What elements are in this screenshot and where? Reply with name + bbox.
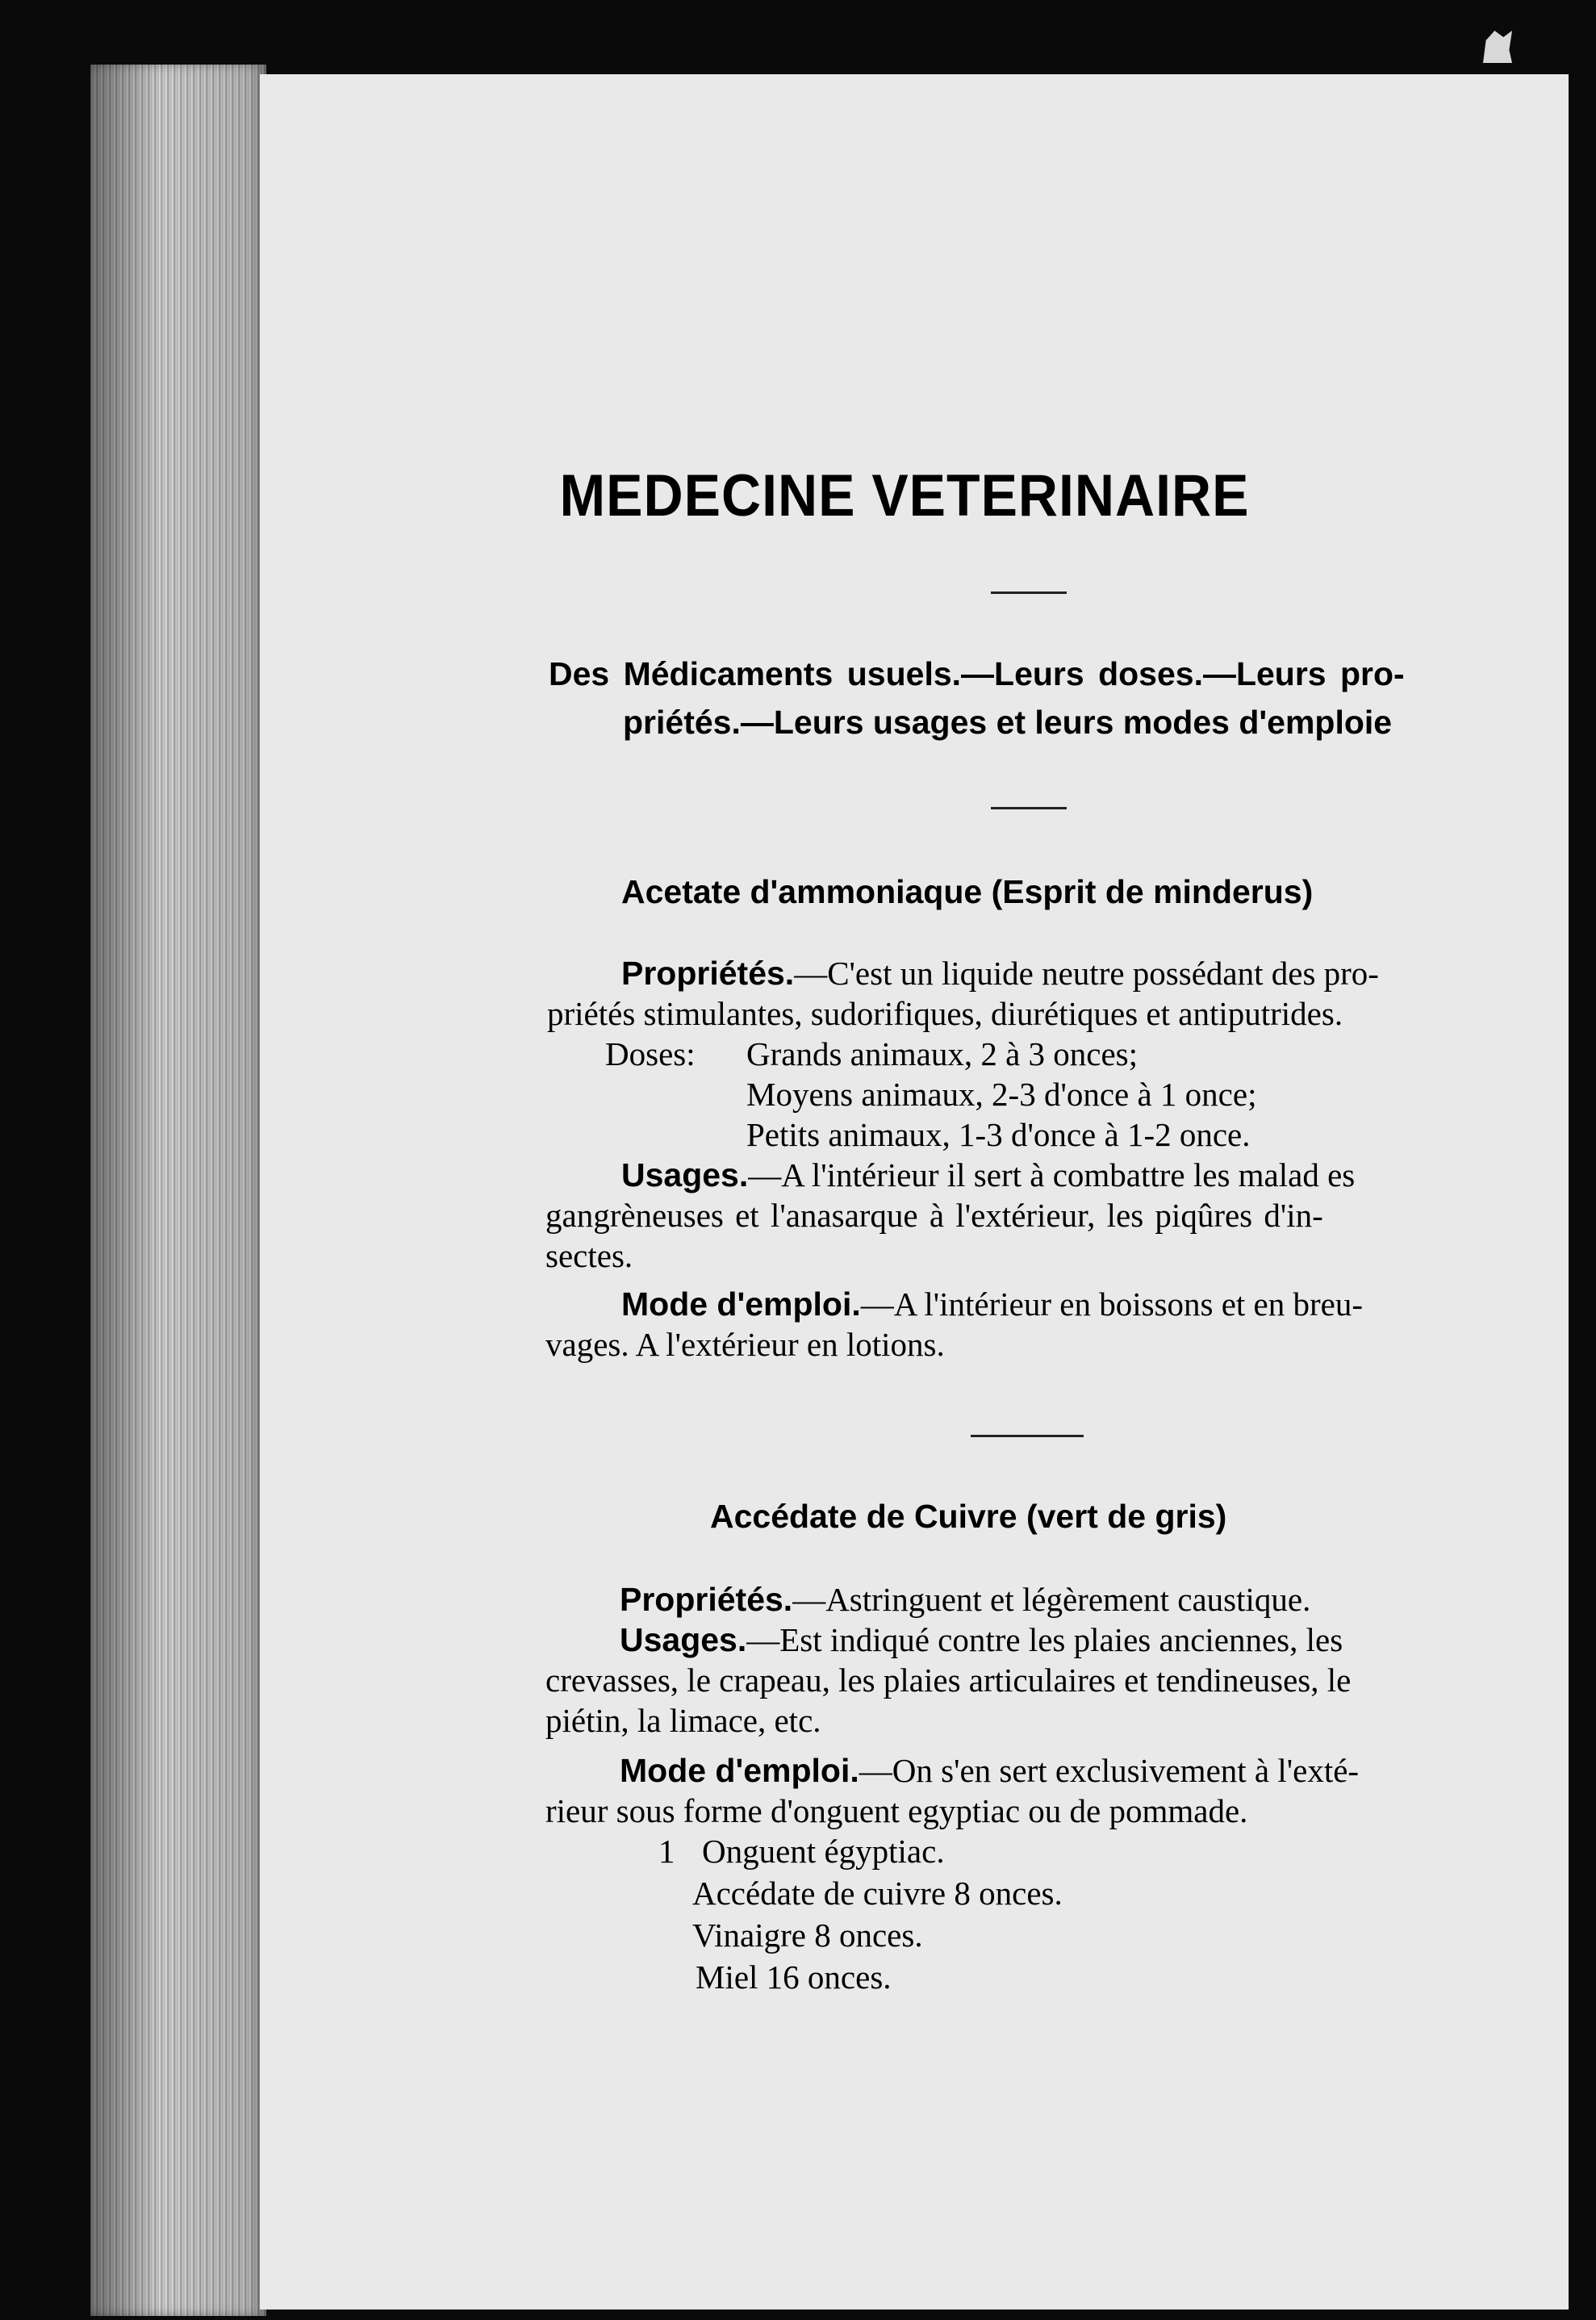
paragraph-line [620, 1580, 1310, 1619]
field-label: Mode d'emploi. [621, 1285, 861, 1323]
recipe-line: Vinaigre 8 onces. [692, 1917, 923, 1954]
field-text: —C'est un liquide neutre possédant des pro- [794, 955, 1379, 992]
section-heading: Accédate de Cuivre (vert de gris) [710, 1498, 1227, 1535]
subtitle-line-2: priétés.—Leurs usages et leurs modes d'emploie [623, 704, 1393, 741]
page-edge-shadow [90, 65, 266, 2316]
paragraph-line: vages. A l'extérieur en lotions. [545, 1326, 945, 1363]
paragraph-line: crevasses, le crapeau, les plaies articulaires et tendineuses, le [545, 1662, 1352, 1699]
paragraph-line: rieur sous forme d'onguent egyptiac ou de pommade. [545, 1792, 1248, 1829]
field-text: —On s'en sert exclusivement à l'exté- [859, 1752, 1360, 1789]
field-label: Usages. [620, 1621, 747, 1658]
page-title: MEDECINE VETERINAIRE [559, 462, 1250, 529]
divider [971, 1435, 1084, 1437]
field-label: Doses: [605, 1035, 696, 1072]
paragraph-line [620, 1751, 1359, 1790]
field-label: Usages. [621, 1156, 749, 1193]
paragraph-line [621, 1285, 1363, 1323]
paragraph-line: priétés stimulantes, sudorifiques, diurétiques et antiputrides. [547, 995, 1343, 1032]
recipe-line: Accédate de cuivre 8 onces. [692, 1875, 1063, 1912]
field-label: Mode d'emploi. [620, 1752, 859, 1789]
paragraph-line: sectes. [545, 1237, 633, 1274]
paragraph-line: Moyens animaux, 2-3 d'once à 1 once; [746, 1076, 1257, 1113]
field-text: —A l'intérieur il sert à combattre les malad es [748, 1156, 1356, 1193]
divider [991, 807, 1067, 809]
corner-mark-icon [1483, 31, 1512, 63]
recipe-title: Onguent égyptiac. [702, 1833, 945, 1870]
field-text: —Astringuent et légèrement caustique. [792, 1581, 1311, 1618]
recipe-line: Miel 16 onces. [696, 1958, 892, 1996]
field-text: —Est indiqué contre les plaies anciennes, les [746, 1621, 1343, 1658]
paragraph-line: piétin, la limace, etc. [545, 1702, 821, 1739]
recipe-number: 1 [658, 1833, 675, 1870]
section-heading: Acetate d'ammoniaque (Esprit de minderus) [621, 873, 1314, 910]
paragraph-line: Petits animaux, 1-3 d'once à 1-2 once. [746, 1116, 1251, 1153]
paragraph-line [621, 1156, 1355, 1194]
field-text: —A l'intérieur en boissons et en breu- [860, 1285, 1363, 1323]
subtitle-line-1: Des Médicaments usuels.—Leurs doses.—Leurs pro- [549, 655, 1405, 692]
divider [991, 591, 1067, 594]
field-label: Propriétés. [621, 955, 795, 992]
paragraph-line [621, 954, 1379, 993]
field-label: Propriétés. [620, 1581, 793, 1618]
paragraph-line: gangrèneuses et l'anasarque à l'extérieur, les piqûres d'in- [545, 1197, 1323, 1234]
paragraph-line: Grands animaux, 2 à 3 onces; [746, 1035, 1139, 1072]
paragraph-line [620, 1620, 1343, 1659]
